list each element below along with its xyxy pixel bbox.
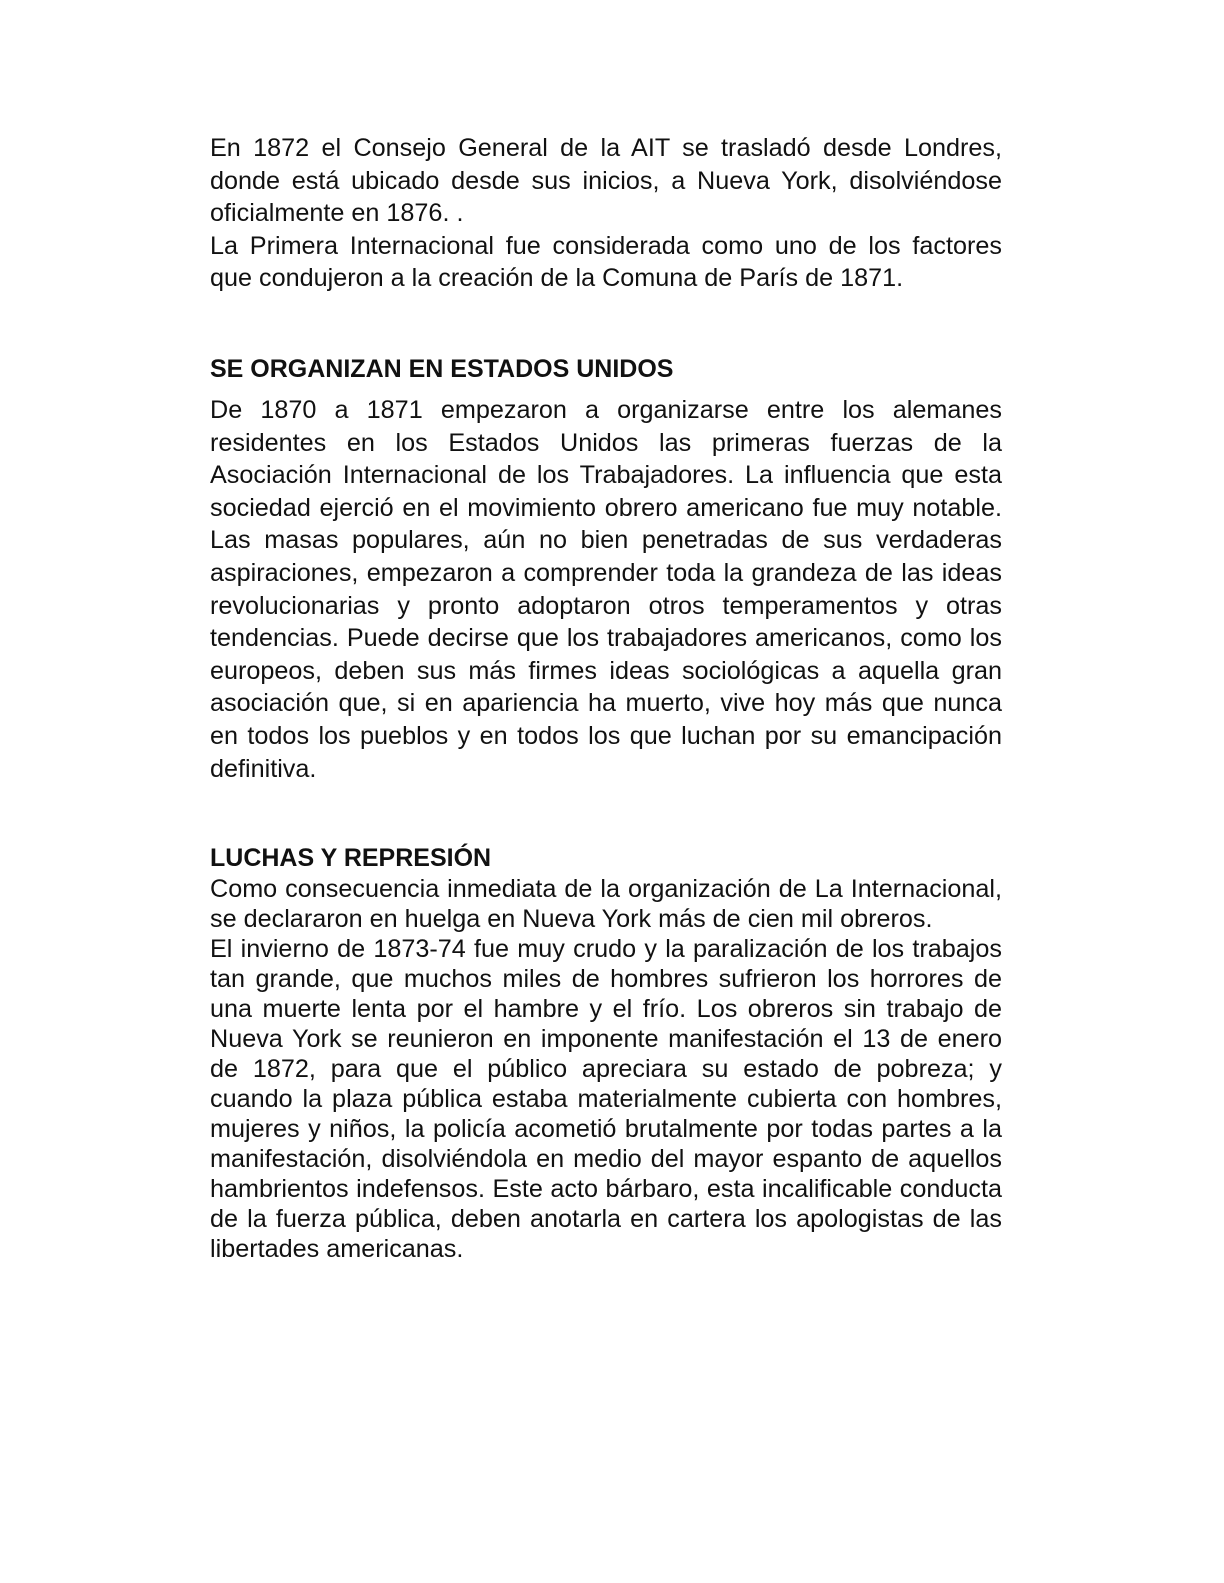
- intro-text: [210, 132, 1002, 295]
- paragraph: De 1870 a 1871 empezaron a organizarse entre los alemanes residentes en los Estados Unidos las primeras fuerzas de la Asociación Internacional de los Trabajadores. La influencia que esta sociedad ejerció en el movimiento obrero americano fue muy notable. Las masas populares, aún no bien penetradas de sus verdaderas aspiraciones, empezaron a comprender toda la grandeza de las ideas revolucionarias y pronto adoptaron otros temperamentos y otras tendencias. Puede decirse que los trabajadores americanos, como los europeos, deben sus más firmes ideas sociológicas a aquella gran asociación que, si en apariencia ha muerto, vive hoy más que nunca en todos los pueblos y en todos los que luchan por su emancipación definitiva.: [210, 395, 1002, 783]
- paragraph: Como consecuencia inmediata de la organización de La Internacional, se declararon en huelga en Nueva York más de cien mil obreros.: [210, 875, 1002, 934]
- section-heading: LUCHAS Y REPRESIÓN: [210, 844, 492, 873]
- paragraph: La Primera Internacional fue considerada como uno de los factores que condujeron a la creación de la Comuna de París de 1871.: [210, 231, 1002, 293]
- paragraph: En 1872 el Consejo General de la AIT se trasladó desde Londres, donde está ubicado desde sus inicios, a Nueva York, disolviéndose oficialmente en 1876. .: [210, 134, 1002, 228]
- paragraph: El invierno de 1873-74 fue muy crudo y la paralización de los trabajos tan grande, que muchos miles de hombres sufrieron los horrores de una muerte lenta por el hambre y el frío. Los obreros sin trabajo de Nueva York se reunieron en imponente manifestación el 13 de enero de 1872, para que el público apreciara su estado de pobreza; y cuando la plaza pública estaba materialmente cubierta con hombres, mujeres y niños, la policía acometió brutalmente por todas partes a la manifestación, disolviéndola en medio del mayor espanto de aquellos hambrientos indefensos. Este acto bárbaro, esta incalificable conducta de la fuerza pública, deben anotarla en cartera los apologistas de las libertades americanas.: [210, 935, 1002, 1264]
- document-page: [210, 132, 1002, 1264]
- section-body: [210, 874, 1002, 1264]
- section-body: [210, 394, 1002, 785]
- section-heading: SE ORGANIZAN EN ESTADOS UNIDOS: [210, 354, 674, 383]
